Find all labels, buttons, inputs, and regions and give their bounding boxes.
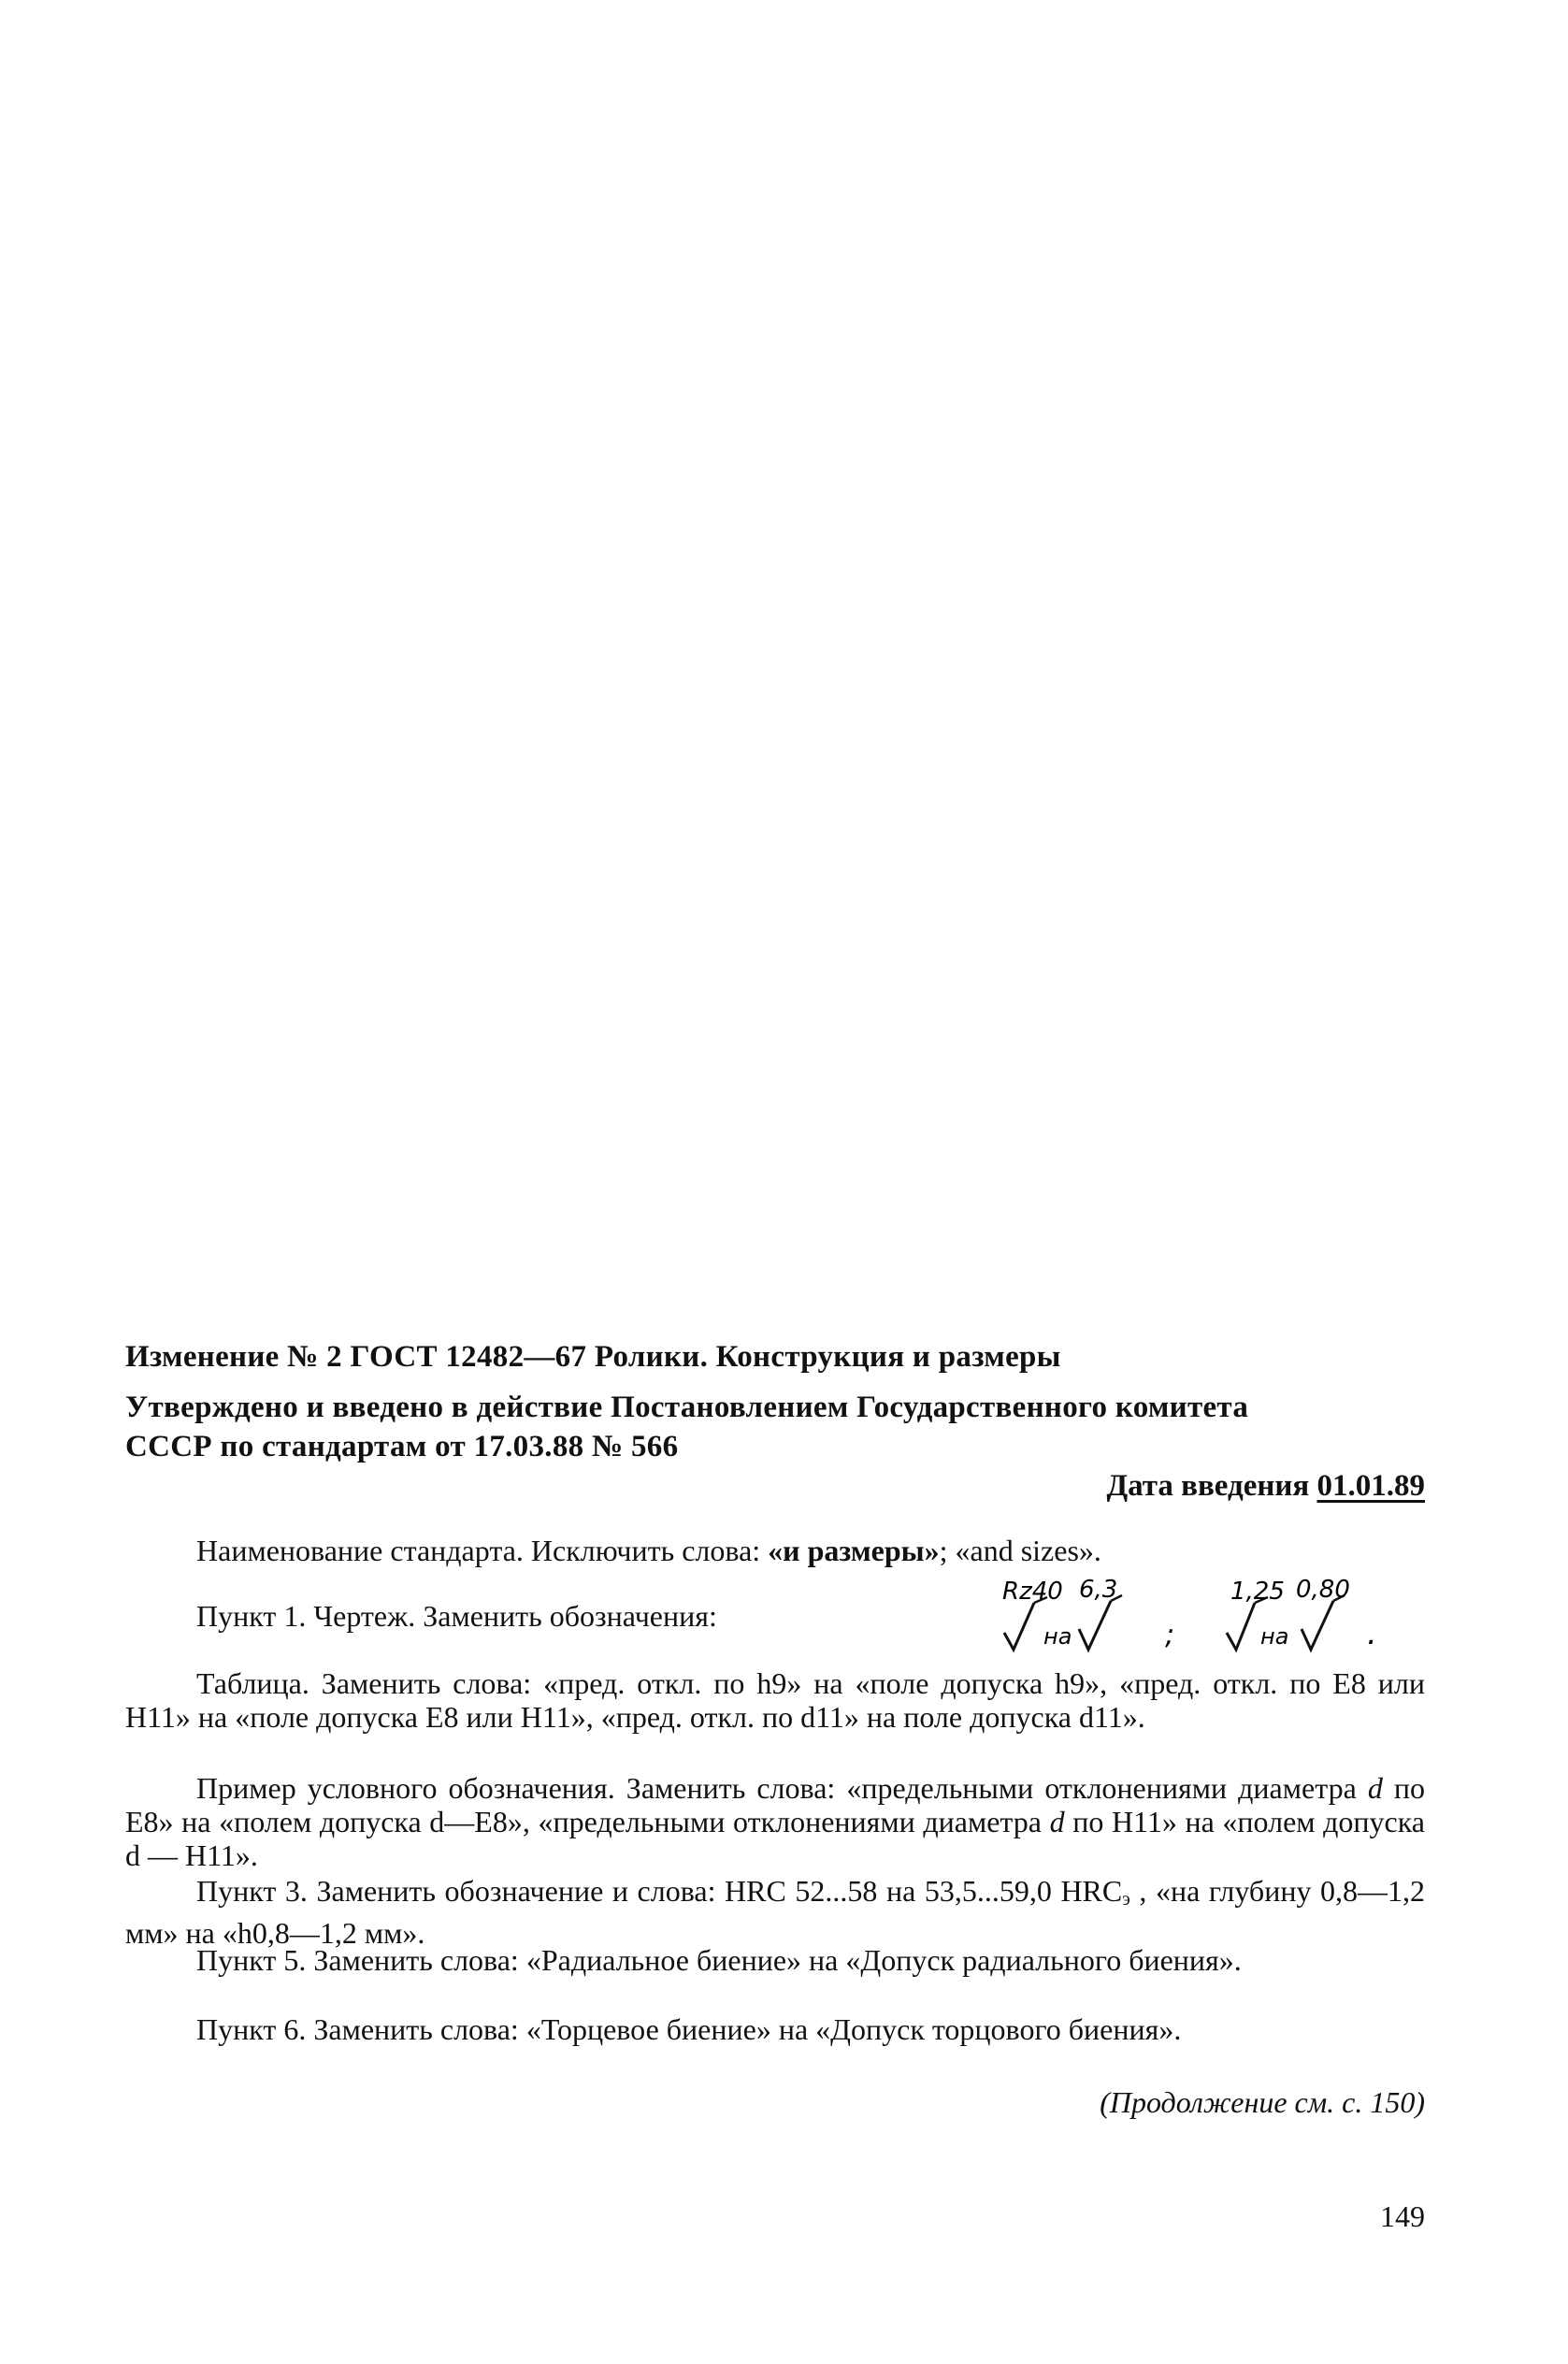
roughness-symbol-new-1 bbox=[1079, 1578, 1122, 1650]
name-quote-1: «и размеры» bbox=[768, 1534, 940, 1567]
paragraph-standard-name bbox=[125, 1534, 1425, 1567]
example-diameter-1: d bbox=[1367, 1771, 1383, 1805]
paragraph-item-5: Пункт 5. Заменить слова: «Радиальное биение» на «Допуск радиального биения». bbox=[196, 1943, 1242, 1977]
intro-date-label: Дата введения bbox=[1106, 1469, 1310, 1503]
paragraph-table: Таблица. Заменить слова: «пред. откл. по h9» на «поле допуска h9», «пред. откл. по E8 или H11» на «поле допуска E8 или H11», «пред. откл. по d11» на поле допуска d11». bbox=[125, 1666, 1425, 1734]
drawing-label: Пункт 1. Чертеж. Заменить обозначения: bbox=[196, 1599, 717, 1633]
roughness-connector-1: на bbox=[1043, 1623, 1072, 1650]
roughness-end: . bbox=[1367, 1615, 1377, 1652]
item3-text-1: Пункт 3. Заменить обозначение и слова: HRC 52...58 на 53,5...59,0 HRC bbox=[196, 1874, 1123, 1908]
roughness-value-new-2: 0,80 bbox=[1296, 1578, 1350, 1604]
approval-line-1: Утверждено и введено в действие Постановлением Государственного комитета bbox=[125, 1391, 1249, 1424]
approval-statement bbox=[125, 1388, 1425, 1466]
paragraph-item-3 bbox=[125, 1874, 1425, 1950]
paragraph-item-6: Пункт 6. Заменить слова: «Торцевое биение» на «Допуск торцового биения». bbox=[196, 2012, 1182, 2046]
name-separator: ; bbox=[939, 1534, 956, 1567]
paragraph-example bbox=[125, 1771, 1425, 1872]
example-diameter-2: d bbox=[1049, 1805, 1065, 1838]
roughness-symbol-new-2 bbox=[1296, 1578, 1350, 1650]
name-prefix: Наименование стандарта. Исключить слова: bbox=[196, 1534, 769, 1567]
change-title: Изменение № 2 ГОСТ 12482—67 Ролики. Конструкция и размеры bbox=[125, 1340, 1061, 1374]
intro-date-value: 01.01.89 bbox=[1316, 1469, 1425, 1503]
continuation-note: (Продолжение см. с. 150) bbox=[1100, 2085, 1425, 2119]
paragraph-drawing bbox=[125, 1578, 1425, 1653]
roughness-separator: ; bbox=[1165, 1619, 1175, 1651]
example-text-1: Пример условного обозначения. Заменить слова: «предельными отклонениями диаметра bbox=[196, 1771, 1368, 1805]
item3-text-2: , «на глубину 0,8—1,2 мм» на «h0,8—1,2 мм». bbox=[125, 1874, 1426, 1950]
name-quote-2: «and sizes» bbox=[955, 1534, 1094, 1567]
roughness-symbols bbox=[883, 1578, 1481, 1653]
intro-date bbox=[1106, 1466, 1425, 1506]
name-end: . bbox=[1093, 1534, 1101, 1567]
item3-subscript: э bbox=[1122, 1889, 1130, 1910]
roughness-connector-2: на bbox=[1260, 1623, 1289, 1650]
roughness-value-new-1: 6,3 bbox=[1079, 1578, 1118, 1604]
approval-line-2: СССР по стандартам от 17.03.88 № 566 bbox=[125, 1430, 679, 1463]
example-text-2: по E8» на «полем допуска d—E8», «предельными отклонениями диаметра bbox=[125, 1771, 1426, 1838]
example-text-3: по H11» на «полем допуска d — H11». bbox=[125, 1805, 1426, 1872]
roughness-value-old-1: Rz40 bbox=[1002, 1578, 1063, 1606]
roughness-value-old-2: 1,25 bbox=[1230, 1578, 1285, 1606]
page-number: 149 bbox=[1380, 2199, 1425, 2233]
